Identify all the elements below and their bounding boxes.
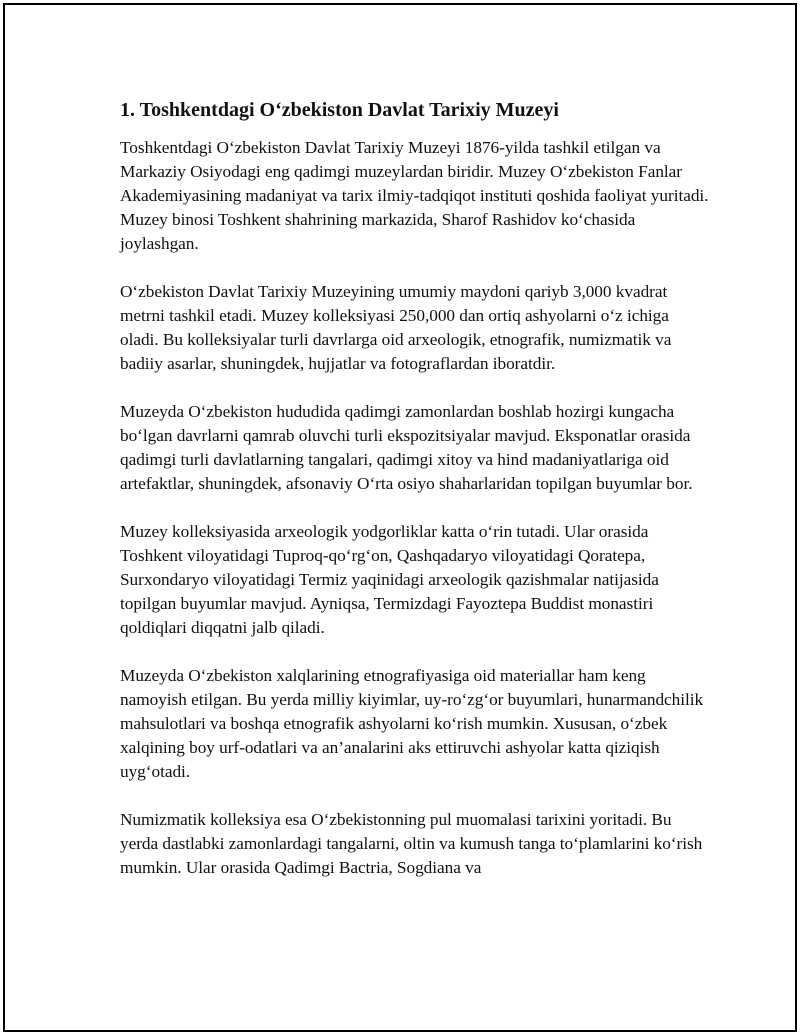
paragraph-archaeology: Muzey kolleksiyasida arxeologik yodgorliklar katta o‘rin tutadi. Ular orasida Toshkent viloyatidagi Tuproq-qo‘rg‘on, Qashqadaryo viloyatidagi Qoratepa, Surxondaryo viloyatidagi Termiz yaqinidagi arxeologik qazishmalar natijasida topilgan buyumlar mavjud. Ayniqsa, Termizdagi Fayoztepa Buddist monastiri qoldiqlari diqqatni jalb qiladi. xyxy=(120,522,659,637)
paragraph-ethnography: Muzeyda O‘zbekiston xalqlarining etnografiyasiga oid materiallar ham keng namoyish etilgan. Bu yerda milliy kiyimlar, uy-ro‘zg‘or buyumlari, hunarmandchilik mahsulotlari va boshqa etnografik ashyolarni ko‘rish mumkin. Xususan, o‘zbek xalqining boy urf-odatlari va an’analarini aks ettiruvchi ashyolar katta qiziqish uyg‘otadi. xyxy=(120,666,704,781)
paragraph-expositions: Muzeyda O‘zbekiston hududida qadimgi zamonlardan boshlab hozirgi kungacha bo‘lgan davrlarni qamrab oluvchi turli ekspozitsiyalar mavjud. Eksponatlar orasida qadimgi turli davlatlarning tangalari, qadimgi xitoy va hind madaniyatlariga oid artefaktlar, shuningdek, afsonaviy O‘rta osiyo shaharlaridan topilgan buyumlar bor. xyxy=(120,402,693,493)
paragraphs xyxy=(120,136,710,880)
paragraph-numismatics: Numizmatik kolleksiya esa O‘zbekistonning pul muomalasi tarixini yoritadi. Bu yerda dastlabki zamonlardagi tangalarni, oltin va kumush tanga to‘plamlarini ko‘rish mumkin. Ular orasida Qadimgi Bactria, Sogdiana va xyxy=(120,810,703,877)
paragraph-founding: Toshkentdagi O‘zbekiston Davlat Tarixiy Muzeyi 1876-yilda tashkil etilgan va Markaziy Osiyodagi eng qadimgi muzeylardan biridir. Muzey O‘zbekiston Fanlar Akademiyasining madaniyat va tarix ilmiy-tadqiqot instituti qoshida faoliyat yuritadi. Muzey binosi Toshkent shahrining markazida, Sharof Rashidov ko‘chasida joylashgan. xyxy=(120,138,709,253)
document-page xyxy=(3,3,797,1032)
document-body xyxy=(120,97,710,880)
paragraph-collection-size: O‘zbekiston Davlat Tarixiy Muzeyining umumiy maydoni qariyb 3,000 kvadrat metrni tashkil etadi. Muzey kolleksiyasi 250,000 dan ortiq ashyolarni o‘z ichiga oladi. Bu kolleksiyalar turli davrlarga oid arxeologik, etnografik, numizmatik va badiiy asarlar, shuningdek, hujjatlar va fotograflardan iboratdir. xyxy=(120,282,672,373)
section-title: 1. Toshkentdagi O‘zbekiston Davlat Tarixiy Muzeyi xyxy=(120,99,559,121)
